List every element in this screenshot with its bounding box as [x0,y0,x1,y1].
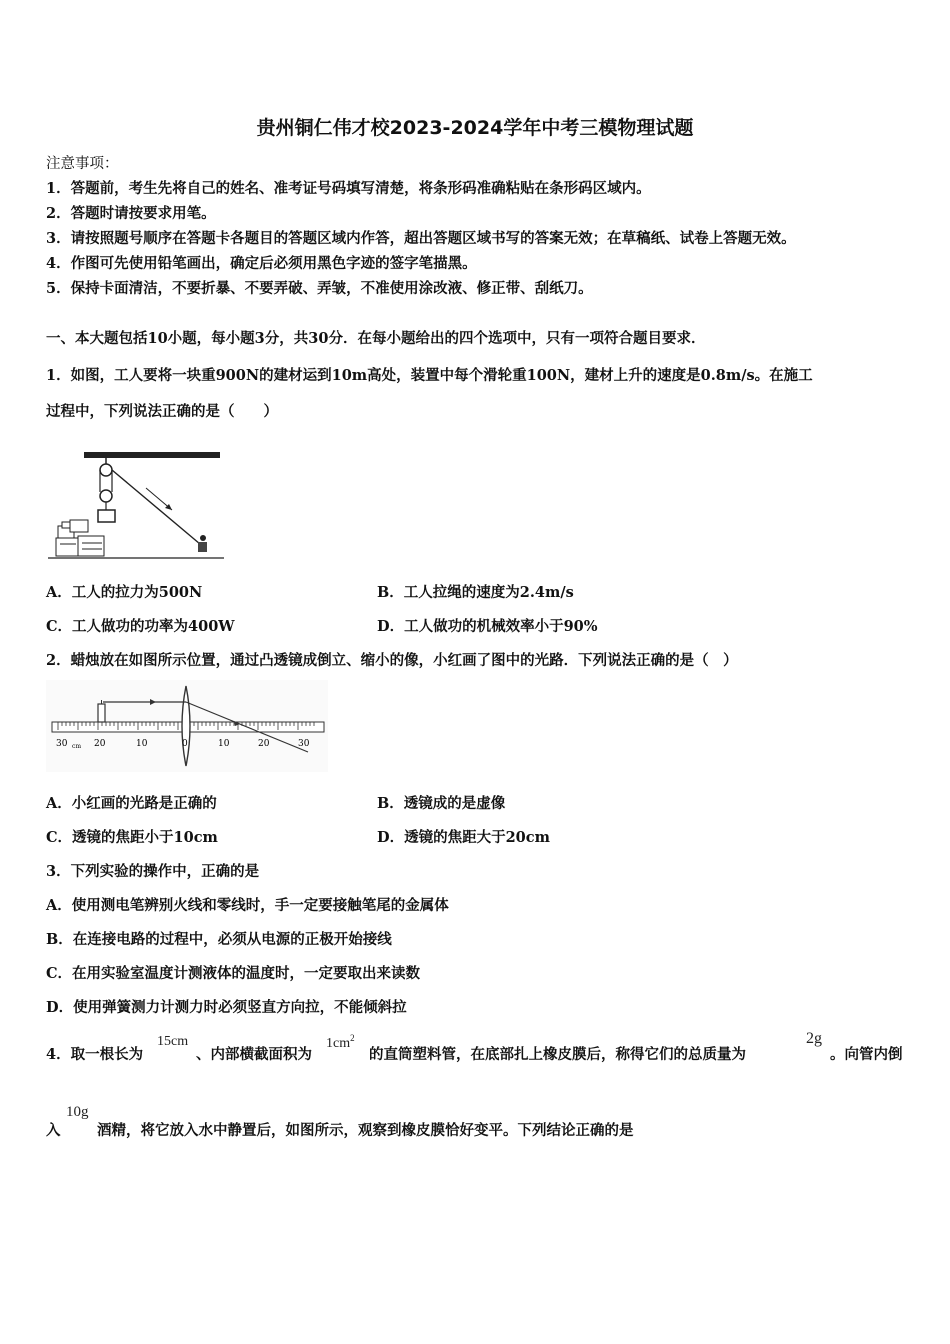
ruler-label: 10 [136,739,148,749]
section-heading: 一、本大题包括10小题，每小题3分，共30分．在每小题给出的四个选项中，只有一项符合题目要求． [46,330,706,347]
rope [112,470,200,544]
ruler-unit: cm [72,743,82,750]
q4-stem-part: 的直筒塑料管，在底部扎上橡皮膜后，称得它们的总质量为 [369,1046,746,1063]
pulley-figure [46,448,226,566]
ceiling-beam [84,452,220,458]
worker [200,535,206,541]
ruler-label: 30 [56,739,68,749]
q2-stem: 2．蜡烛放在如图所示位置，通过凸透镜成倒立、缩小的像，小红画了图中的光路．下列说法正确的是（ ） [46,652,738,669]
notice-item: 3．请按照题号顺序在答题卡各题目的答题区域内作答，超出答题区域书写的答案无效；在草稿纸、试卷上答题无效。 [46,230,796,247]
q2-option-c: C．透镜的焦距小于10cm [46,829,218,846]
q1-stem: 1．如图，工人要将一块重900N的建材运到10m高处，装置中每个滑轮重100N，建材上升的速度是0.8m/s。在施工 [46,367,813,384]
q1-option-d: D．工人做功的机械效率小于90% [377,618,598,635]
lens-figure [46,680,328,772]
notice-heading: 注意事项： [46,156,119,172]
q4-stem-part: 入 [46,1122,61,1139]
ruler-label: 0 [182,739,188,749]
material-block [98,510,115,522]
q2-option-b: B．透镜成的是虚像 [377,795,506,812]
notice-item: 4．作图可先使用铅笔画出，确定后必须用黑色字迹的签字笔描黑。 [46,255,477,272]
q3-option-b: B．在连接电路的过程中，必须从电源的正极开始接线 [46,931,392,948]
q3-option-c: C．在用实验室温度计测液体的温度时，一定要取出来读数 [46,965,421,982]
q4-mass-value: 2g [806,1030,822,1047]
q4-length-value: 15cm [157,1034,189,1049]
q4-stem-part: 、内部横截面积为 [196,1046,312,1063]
q4-stem-part: 酒精，将它放入水中静置后，如图所示，观察到橡皮膜恰好变平。下列结论正确的是 [97,1122,634,1139]
bricks [56,538,78,556]
ruler-label: 30 [298,739,310,749]
notice-item: 5．保持卡面清洁，不要折暴、不要弄破、弄皱，不准使用涂改液、修正带、刮纸刀。 [46,280,593,297]
q1-option-c: C．工人做功的功率为400W [46,618,235,635]
notice-item: 1．答题前，考生先将自己的姓名、准考证号码填写清楚，将条形码准确粘贴在条形码区域内。 [46,180,651,197]
q3-stem: 3．下列实验的操作中，正确的是 [46,863,260,880]
q2-option-a: A．小红画的光路是正确的 [46,795,217,812]
q1-option-a: A．工人的拉力为500N [46,584,203,601]
fixed-pulley [100,464,112,476]
ruler-label: 10 [218,739,230,749]
candle [98,704,105,722]
q4-area-value: $1cm^2$ [326,1033,355,1051]
notice-item: 2．答题时请按要求用笔。 [46,205,216,222]
q4-alcohol-value: 10g [66,1104,89,1120]
q3-option-d: D．使用弹簧测力计测力时必须竖直方向拉，不能倾斜拉 [46,999,407,1016]
page-title: 贵州铜仁伟才校2023-2024学年中考三模物理试题 [256,117,694,139]
q4-stem-part: 4．取一根长为 [46,1046,144,1063]
q1-stem: 过程中，下列说法正确的是（ ） [46,403,278,420]
ruler-label: 20 [94,739,106,749]
movable-pulley [100,490,112,502]
q2-option-d: D．透镜的焦距大于20cm [377,829,550,846]
ruler-label: 20 [258,739,270,749]
q4-stem-part: 。向管内倒 [830,1046,903,1063]
q3-option-a: A．使用测电笔辨别火线和零线时，手一定要接触笔尾的金属体 [46,897,449,914]
q1-option-b: B．工人拉绳的速度为2.4m/s [377,584,574,601]
